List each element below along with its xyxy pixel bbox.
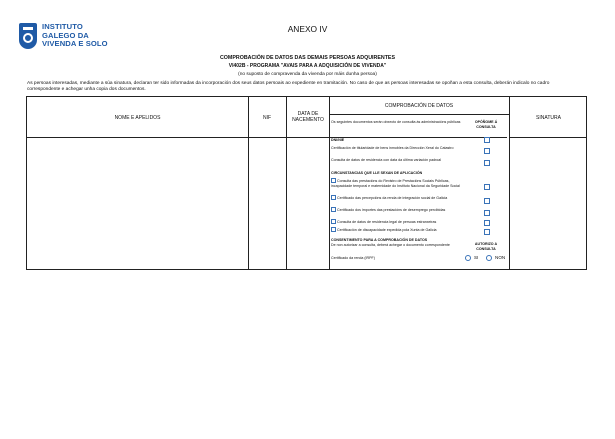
header-divider — [509, 137, 586, 138]
header-data-check: COMPROBACIÓN DE DATOS — [384, 103, 454, 109]
circ-social-benefits-checkbox[interactable] — [331, 178, 336, 183]
column-divider — [329, 97, 330, 269]
circ-item-label: Certificado dos importes das prestacións de desemprego percibidas — [337, 208, 446, 212]
circ-item-integration-income — [331, 195, 461, 201]
logo-line-2: GALEGO DA — [42, 30, 89, 40]
circ-foreign-residence-checkbox[interactable] — [331, 219, 336, 224]
circ-item-foreign-residence — [331, 219, 461, 225]
oppose-residence-checkbox[interactable] — [484, 160, 490, 166]
circ-item-label: Consulta das prestacións do Rexistro de Prestacións Sociais Públicas, incapacidade temporal e maternidade do Instituto Nacional da Seguridade Social — [331, 179, 460, 188]
circ-item-unemployment — [331, 207, 461, 213]
circ-disability-checkbox[interactable] — [331, 227, 336, 232]
check-subheader-divider — [329, 114, 509, 115]
authorize-no-label: NON — [495, 255, 506, 260]
oppose-social-benefits-checkbox[interactable] — [484, 184, 490, 190]
program-title: VI402B - PROGRAMA "AVAIS PARA A ADQUISICIÓN DE VIVENDA" — [228, 63, 387, 69]
form-note: (no suposto de compravenda da vivenda por máis dunha persoa) — [238, 72, 377, 77]
docs-consult-note: Os seguintes documentos serán obxecto de consulta ás administracións públicas — [331, 120, 461, 124]
oppose-foreign-residence-checkbox[interactable] — [484, 220, 490, 226]
oppose-unemployment-checkbox[interactable] — [484, 210, 490, 216]
oppose-cadastre-checkbox[interactable] — [484, 148, 490, 154]
header-name: NOME E APELIDOS — [114, 115, 161, 121]
circ-item-label: Certificación de discapacidade expedida pola Xunta de Galicia — [337, 228, 437, 232]
intro-text: As persoas interesadas, mediante a súa sinatura, declaran ter sido informadas da incorporación dos seus datos persoais ao expediente en tramitación. No caso de que as persoas interesadas se opoñan a esta consulta, deberán indicalo no cadro correspondente e achegar unha copia dos documentos. — [27, 81, 550, 93]
column-divider — [509, 97, 510, 269]
oppose-consult-header: OPÓÑOME Á CONSULTA — [474, 120, 498, 129]
circ-item-disability — [331, 227, 461, 233]
circ-unemployment-checkbox[interactable] — [331, 207, 336, 212]
circ-item-social-benefits — [331, 178, 461, 188]
section-consent: CONSENTIMENTO PARA A COMPROBACIÓN DE DATOS — [331, 238, 428, 242]
header-signature: SINATURA — [536, 115, 561, 121]
consent-text: De non autorizar a consulta, deberá achegar o documento correspondente — [331, 243, 450, 247]
logo-line-1: INSTITUTO — [42, 22, 83, 31]
form-title: COMPROBACIÓN DE DATOS DAS DEMAIS PERSOAS ADQUIRENTES — [219, 55, 395, 61]
logo-line-3: VIVENDA E SOLO — [42, 39, 108, 49]
section-dni: DNI/NIE — [331, 138, 345, 142]
data-table — [26, 96, 587, 270]
header-nif: NIF — [262, 115, 272, 121]
oppose-disability-checkbox[interactable] — [484, 229, 490, 235]
circ-item-label: Consulta de datos de residencia legal de persoas estranxeiras — [337, 220, 437, 224]
column-divider — [248, 97, 249, 269]
authorize-yes-radio[interactable] — [465, 255, 471, 261]
item-residence: Consulta de datos de residencia con data da última variación padroal — [331, 158, 442, 162]
authorize-no-radio[interactable] — [486, 255, 492, 261]
authorize-yes-label: SI — [474, 255, 479, 260]
authorize-consult-header: AUTORIZO A CONSULTA — [474, 242, 498, 251]
header-birth-date: DATA DE NACEMENTO — [292, 111, 324, 123]
item-income-certificate: Certificado da renda (IRPF) — [331, 256, 375, 260]
oppose-dni-checkbox[interactable] — [484, 137, 490, 143]
annex-title: ANEXO IV — [287, 24, 328, 34]
item-cadastre: Certificación de titularidade de bens inmobles da Dirección Xeral do Catastro — [331, 146, 454, 150]
column-divider — [286, 97, 287, 269]
header-divider — [27, 137, 507, 138]
circ-integration-income-checkbox[interactable] — [331, 195, 336, 200]
circ-item-label: Certificado das percepcións da renda de integración social de Galicia — [337, 196, 448, 200]
oppose-integration-income-checkbox[interactable] — [484, 198, 490, 204]
section-circumstances: CIRCUNSTANCIAS QUE LLE SEXAN DE APLICACIÓN — [331, 171, 423, 175]
